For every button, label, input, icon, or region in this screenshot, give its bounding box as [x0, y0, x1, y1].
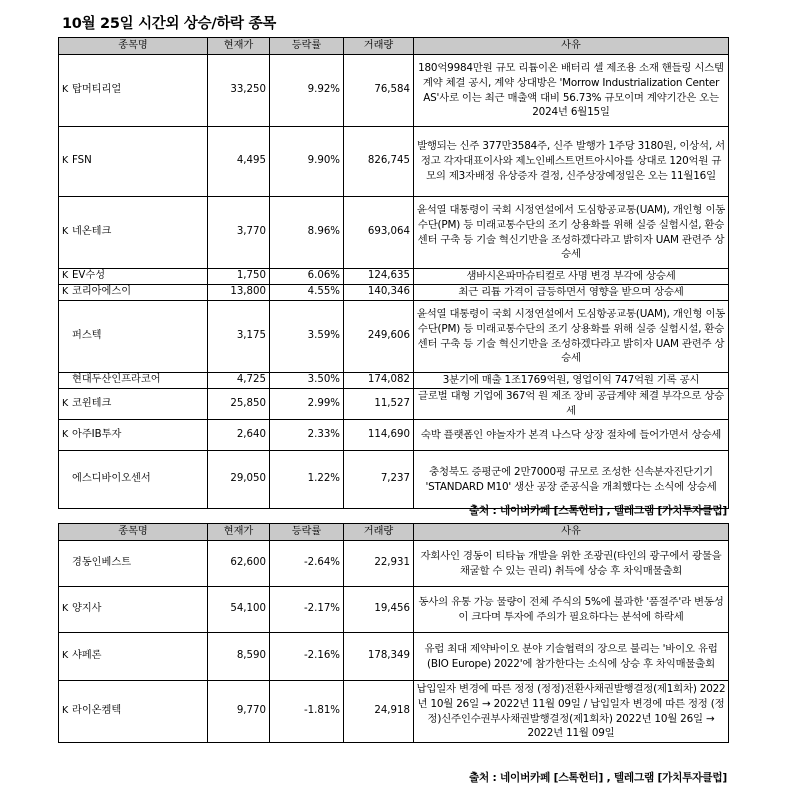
- header-reason: 사유: [414, 38, 729, 55]
- rate-cell: -1.81%: [270, 681, 344, 743]
- table-row: [59, 301, 729, 373]
- market-prefix: K: [62, 603, 69, 615]
- header-rate: 등락률: [270, 38, 344, 55]
- stock-name: 라이온켐텍: [72, 705, 122, 717]
- market-prefix: K: [62, 286, 69, 298]
- table-row: [59, 541, 729, 587]
- rate-cell: 3.50%: [270, 373, 344, 389]
- reason-cell: 윤석열 대통령이 국회 시정연설에서 도심항공교통(UAM), 개인형 이동수단(PM) 등 미래교통수단의 조기 상용화를 위해 실증 실험시설, 환승센터 구축 등 기술 혁신기반을 조성하겠다라고 밝히자 UAM 관련주 상승세: [414, 197, 729, 269]
- table-header-row: [59, 524, 729, 541]
- volume-cell: 178,349: [344, 633, 414, 681]
- stock-name-cell: [59, 681, 208, 743]
- market-prefix: K: [62, 84, 69, 96]
- stock-name: 양지사: [72, 603, 102, 615]
- table-row: [59, 420, 729, 451]
- stock-name: 현대두산인프라코어: [72, 374, 161, 386]
- header-price: 현재가: [208, 38, 270, 55]
- stock-name-cell: [59, 420, 208, 451]
- stock-name: 아주IB투자: [72, 428, 122, 440]
- reason-cell: 납입일자 변경에 따른 정정 (정정)전환사채권발행결정(제1회차) 2022년 10월 26일 → 2022년 11월 09일 / 납입일자 변경에 따른 정정 (정정)신주인수권부사채권발행결정(제1회차) 2022년 10월 26일 → 2022년 11월 09일: [414, 681, 729, 743]
- table-row: [59, 681, 729, 743]
- market-prefix: K: [62, 155, 69, 167]
- volume-cell: 114,690: [344, 420, 414, 451]
- source-note-falling: 출처 : 네이버카페 [스톡헌터] , 텔레그램 [가치투자클럽]: [468, 772, 727, 784]
- stock-name: 퍼스텍: [72, 330, 102, 342]
- stock-name-cell: [59, 55, 208, 127]
- reason-cell: 윤석열 대통령이 국회 시정연설에서 도심항공교통(UAM), 개인형 이동수단(PM) 등 미래교통수단의 조기 상용화를 위해 실증 실험시설, 환승센터 구축 등 기술 혁신기반을 조성하겠다라고 밝히자 UAM 관련주 상승세: [414, 301, 729, 373]
- header-rate: 등락률: [270, 524, 344, 541]
- header-volume: 거래량: [344, 38, 414, 55]
- header-name: 종목명: [59, 38, 208, 55]
- stock-name: EV수성: [72, 270, 106, 282]
- stock-name-cell: [59, 269, 208, 285]
- stock-name-cell: [59, 541, 208, 587]
- header-price: 현재가: [208, 524, 270, 541]
- stock-name-cell: [59, 301, 208, 373]
- header-reason: 사유: [414, 524, 729, 541]
- reason-cell: 180억9984만원 규모 리튬이온 배터리 셀 제조용 소재 핸들링 시스템 계약 체결 공시, 계약 상대방은 'Morrow Industrialization Center AS'사로 이는 최근 매출액 대비 56.73% 규모이며 계약기간은 오는 2024년 6월15일: [414, 55, 729, 127]
- price-cell: 1,750: [208, 269, 270, 285]
- reason-cell: 최근 리튬 가격이 급등하면서 영향을 받으며 상승세: [414, 285, 729, 301]
- volume-cell: 24,918: [344, 681, 414, 743]
- volume-cell: 76,584: [344, 55, 414, 127]
- price-cell: 9,770: [208, 681, 270, 743]
- rate-cell: 9.92%: [270, 55, 344, 127]
- volume-cell: 124,635: [344, 269, 414, 285]
- header-volume: 거래량: [344, 524, 414, 541]
- market-prefix: K: [62, 226, 69, 238]
- market-prefix: K: [62, 397, 69, 409]
- header-name: 종목명: [59, 524, 208, 541]
- rate-cell: -2.16%: [270, 633, 344, 681]
- stock-name-cell: [59, 633, 208, 681]
- rate-cell: 3.59%: [270, 301, 344, 373]
- price-cell: 3,175: [208, 301, 270, 373]
- rate-cell: 9.90%: [270, 127, 344, 197]
- price-cell: 62,600: [208, 541, 270, 587]
- rate-cell: 4.55%: [270, 285, 344, 301]
- stock-name-cell: [59, 389, 208, 420]
- volume-cell: 11,527: [344, 389, 414, 420]
- rising-stocks-table: [58, 37, 729, 509]
- stock-name-cell: [59, 127, 208, 197]
- table-row: [59, 373, 729, 389]
- stock-name: 경동인베스트: [72, 557, 132, 569]
- price-cell: 29,050: [208, 451, 270, 509]
- reason-cell: 샘바시온파마슈티컬로 사명 변경 부각에 상승세: [414, 269, 729, 285]
- price-cell: 4,495: [208, 127, 270, 197]
- stock-name: 샤페론: [72, 650, 102, 662]
- rate-cell: -2.64%: [270, 541, 344, 587]
- table-row: [59, 451, 729, 509]
- stock-name-cell: [59, 197, 208, 269]
- table-row: [59, 55, 729, 127]
- market-prefix: K: [62, 270, 69, 282]
- market-prefix: K: [62, 705, 69, 717]
- stock-name-cell: [59, 285, 208, 301]
- stock-name: FSN: [72, 155, 92, 167]
- price-cell: 4,725: [208, 373, 270, 389]
- reason-cell: 3분기에 매출 1조1769억원, 영업이익 747억원 기록 공시: [414, 373, 729, 389]
- stock-name-cell: [59, 373, 208, 389]
- stock-name: 에스디바이오센서: [72, 473, 151, 485]
- price-cell: 25,850: [208, 389, 270, 420]
- volume-cell: 249,606: [344, 301, 414, 373]
- falling-stocks-table: [58, 523, 729, 743]
- price-cell: 8,590: [208, 633, 270, 681]
- reason-cell: 자회사인 경동이 티타늄 개발을 위한 조광권(타인의 광구에서 광물을 채굴할 수 있는 권리) 취득에 상승 후 차익매물출회: [414, 541, 729, 587]
- table-row: [59, 587, 729, 633]
- stock-name: 네온테크: [72, 226, 112, 238]
- stock-name: 탑머티리얼: [72, 84, 122, 96]
- source-note-rising: 출처 : 네이버카페 [스톡헌터] , 텔레그램 [가치투자클럽]: [468, 505, 727, 517]
- page-title: 10월 25일 시간외 상승/하락 종목: [62, 16, 276, 32]
- rate-cell: 6.06%: [270, 269, 344, 285]
- reason-cell: 동사의 유통 가능 물량이 전체 주식의 5%에 불과한 '품절주'라 변동성이 크다며 투자에 주의가 필요하다는 분석에 하락세: [414, 587, 729, 633]
- table-header-row: [59, 38, 729, 55]
- rate-cell: 2.99%: [270, 389, 344, 420]
- table-row: [59, 197, 729, 269]
- price-cell: 33,250: [208, 55, 270, 127]
- reason-cell: 숙박 플랫폼인 야놀자가 본격 나스닥 상장 절차에 들어가면서 상승세: [414, 420, 729, 451]
- volume-cell: 140,346: [344, 285, 414, 301]
- reason-cell: 발행되는 신주 377만3584주, 신주 발행가 1주당 3180원, 이상석, 서정고 각자대표이사와 제노인베스트먼트아시아를 상대로 120억원 규모의 제3자배정 유상증자 결정, 신주상장예정일은 오는 11월16일: [414, 127, 729, 197]
- volume-cell: 826,745: [344, 127, 414, 197]
- stock-name: 코윈테크: [72, 397, 112, 409]
- stock-name: 코리아에스이: [72, 286, 132, 298]
- volume-cell: 693,064: [344, 197, 414, 269]
- table-row: [59, 127, 729, 197]
- stock-name-cell: [59, 451, 208, 509]
- rate-cell: -2.17%: [270, 587, 344, 633]
- table-row: [59, 633, 729, 681]
- reason-cell: 유럽 최대 제약바이오 분야 기술협력의 장으로 불리는 '바이오 유럽(BIO Europe) 2022'에 참가한다는 소식에 상승 후 차익매물출회: [414, 633, 729, 681]
- price-cell: 3,770: [208, 197, 270, 269]
- table-row: [59, 285, 729, 301]
- volume-cell: 19,456: [344, 587, 414, 633]
- volume-cell: 7,237: [344, 451, 414, 509]
- reason-cell: 충청북도 증평군에 2만7000평 규모로 조성한 신속분자진단기기 'STANDARD M10' 생산 공장 준공식을 개최했다는 소식에 상승세: [414, 451, 729, 509]
- rate-cell: 8.96%: [270, 197, 344, 269]
- market-prefix: K: [62, 650, 69, 662]
- rate-cell: 1.22%: [270, 451, 344, 509]
- volume-cell: 22,931: [344, 541, 414, 587]
- market-prefix: K: [62, 428, 69, 440]
- table-row: [59, 269, 729, 285]
- volume-cell: 174,082: [344, 373, 414, 389]
- table-row: [59, 389, 729, 420]
- reason-cell: 글로벌 대형 기업에 367억 원 제조 장비 공급계약 체결 부각으로 상승세: [414, 389, 729, 420]
- rate-cell: 2.33%: [270, 420, 344, 451]
- price-cell: 13,800: [208, 285, 270, 301]
- price-cell: 54,100: [208, 587, 270, 633]
- price-cell: 2,640: [208, 420, 270, 451]
- stock-name-cell: [59, 587, 208, 633]
